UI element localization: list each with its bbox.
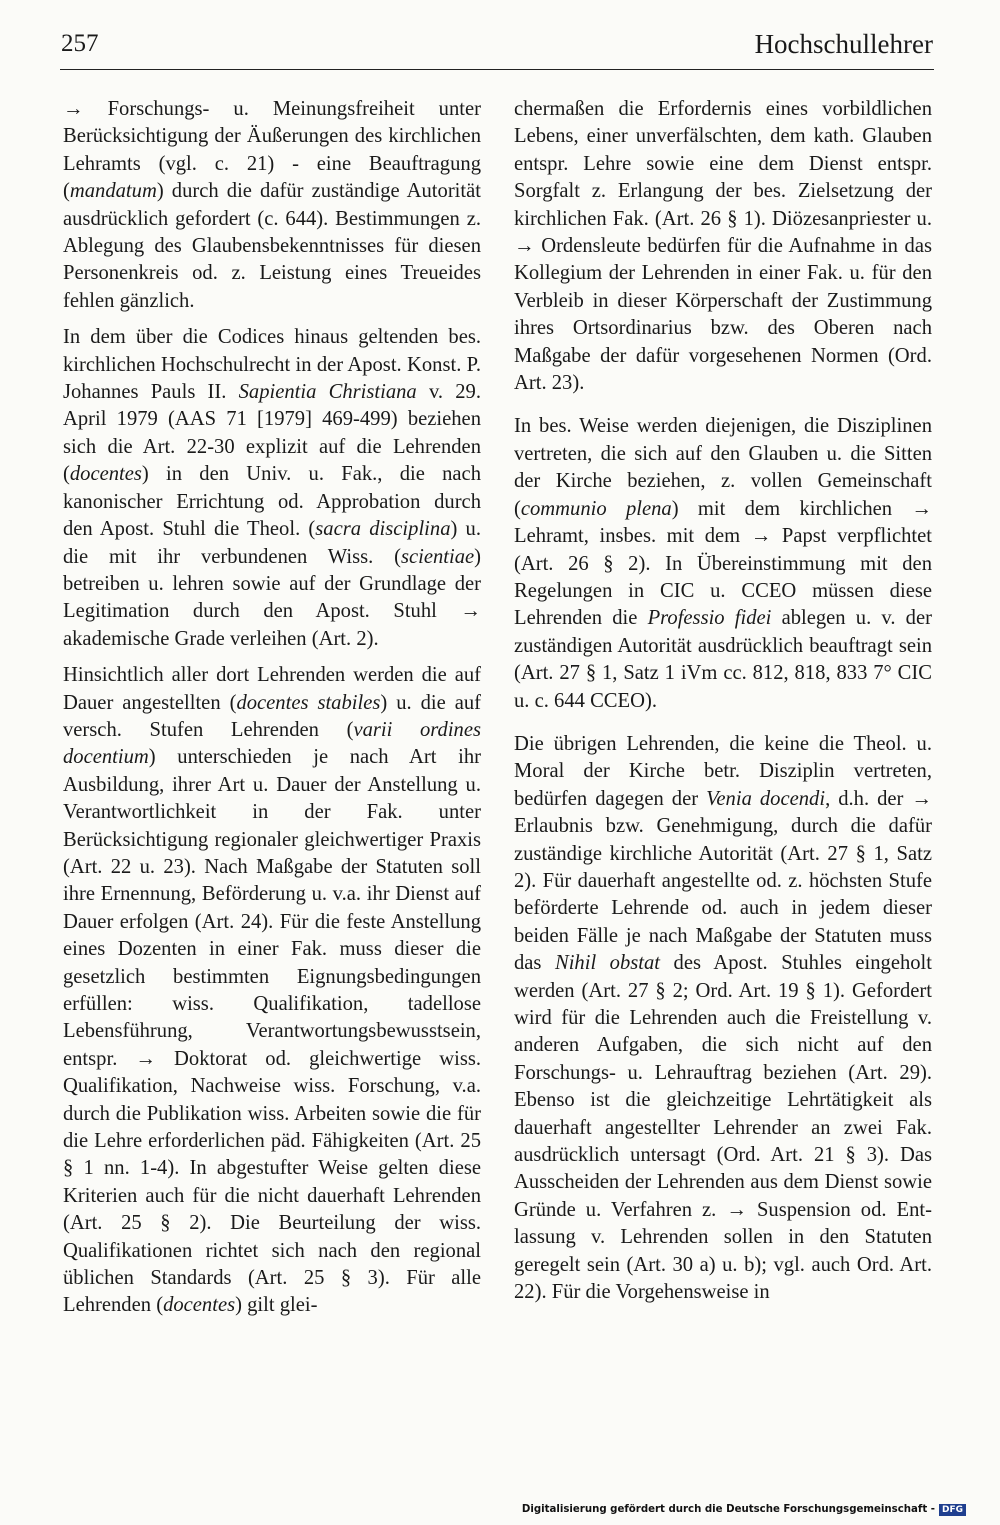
paragraph: Die übrigen Lehrenden, die keine die Theol. u. Moral der Kirche betr. Disziplin vertreten, bedürfen dagegen der Venia docendi, d.h. der → Erlaubnis bzw. Genehmigung, durch die dafür zuständige kirchliche Autorität (Art. 27 § 1, Satz 2). Für dauerhaft angestellte od. z. höchsten Stufe beförderte Lehrende od. auch in jedem dieser beiden Fälle je nach Maßgabe der Statuten muss das Nihil obstat des Apost. Stuhles eingeholt werden (Art. 27 § 2; Ord. Art. 19 § 1). Gefordert wird für die Lehrenden auch die Freistellung v. anderen Aufgaben, die sich nicht auf den Forschungs- u. Lehrauftrag beziehen (Art. 29). Ebenso ist die gleichzeitige Lehrtätigkeit als dauerhaft angestellter Lehrender an zwei Fak. ausdrücklich untersagt (Ord. Art. 21 § 3). Das Ausscheiden der Lehrenden aus dem Dienst sowie Gründe u. Verfahren z. → Suspension od. Entlassung v. Lehrenden sollen in den Statuten geregelt sein (Art. 30 a) u. b); vgl. auch Ord. Art. 22). Für die Vorgehensweise in	[514, 732, 933, 1304]
running-head: Hochschullehrer	[754, 29, 933, 59]
page-number: 257	[61, 30, 99, 57]
left-column	[63, 96, 481, 1320]
paragraph: chermaßen die Erfordernis eines vorbildlichen Lebens, einer unverfälschten, dem kath. Glauben entspr. Lehre sowie eine dem Dienst entspr. Sorgfalt z. Erlangung der bes. Zielsetzung der kirchlichen Fak. (Art. 26 § 1). Diözesanpriester u. → Ordensleute bedürfen für die Aufnahme in das Kollegium der Lehrenden in einer Fak. u. für den Verbleib in dieser Körperschaft der Zustimmung ihres Ortsordinarius bzw. des Oberen nach Maßgabe der dafür vorgesehenen Normen (Ord. Art. 23).	[514, 98, 932, 395]
paragraph: → Forschungs- u. Meinungsfreiheit unter Berücksichtigung der Äußerungen des kirchlichen Lehramts (vgl. c. 21) - eine Beauftragung (mandatum) durch die dafür zuständige Autorität ausdrücklich gefordert (c. 644). Bestimmungen z. Ablegung des Glaubensbekenntnisses für diesen Personenkreis od. z. Leistung eines Treueides fehlen gänzlich.	[63, 98, 481, 312]
footer-text: Digitalisierung gefördert durch die Deutsche Forschungsgemeinschaft -	[521, 1504, 935, 1515]
paragraph: In bes. Weise werden diejenigen, die Disziplinen vertreten, die sich auf den Glauben u. die Sitten der Kirche beziehen, z. vollen Gemeinschaft (communio plena) mit dem kirchlichen → Lehramt, insbes. mit dem → Papst verpflichtet (Art. 26 § 2). In Übereinstimmung mit den Regelungen in CIC u. CCEO müssen diese Lehrenden die Professio fidei ablegen u. v. der zuständigen Autorität ausdrücklich beauftragt sein (Art. 27 § 1, Satz 1 iVm cc. 812, 818, 833 7° CIC u. c. 644 CCEO).	[514, 415, 932, 712]
right-column	[514, 96, 932, 1306]
header-rule	[60, 69, 934, 70]
dfg-logo: DFG	[939, 1504, 966, 1516]
paragraph: In dem über die Codices hinaus geltenden bes. kirchlichen Hochschulrecht in der Apost. Konst. P. Johannes Pauls II. Sapientia Christiana v. 29. April 1979 (AAS 71 [1979] 469-499) beziehen sich die Art. 22-30 explizit auf die Lehrenden (docentes) in den Univ. u. Fak., die nach kanonischer Errichtung od. Approbation durch den Apost. Stuhl die Theol. (sacra disciplina) u. die mit ihr verbundenen Wiss. (scientiae) betreiben u. lehren sowie auf der Grundlage der Legitimation durch den Apost. Stuhl → akademische Grade verleihen (Art. 2).	[63, 326, 482, 650]
page-header	[61, 28, 933, 70]
paragraph: Hinsichtlich aller dort Lehrenden werden die auf Dauer angestellten (docentes stabiles) u. die auf versch. Stufen Lehrenden (varii ordines docentium) unterschieden je nach Art ihr Ausbildung, ihrer Art u. Dauer der Anstellung u. Verantwortlichkeit in der Fak. unter Berücksichtigung regionaler gleichwertiger Praxis (Art. 22 u. 23). Nach Maßgabe der Statuten soll ihre Ernennung, Beförderung u. v.a. ihr Dienst auf Dauer erfolgen (Art. 24). Für die feste Anstellung eines Dozenten in einer Fak. muss dieser die gesetzlich bestimmten Eignungsbedingungen erfüllen: wiss. Qualifikation, tadellose Lebensführung, Verantwortungsbewusstsein, entspr. → Doktorat od. gleichwertige wiss. Qualifikation, Nachweise wiss. Forschung, v.a. durch die Publikation wiss. Arbeiten sowie die für die Lehre erforderlichen päd. Fähigkeiten (Art. 25 § 1 nn. 1-4). In abgestufter Weise gelten diese Kriterien auch für die nicht dauerhaft Lehrenden (Art. 25 § 2). Die Beurteilung der wiss. Qualifikationen richtet sich nach den regional üblichen Standards (Art. 25 § 3). Für alle Lehrenden (docentes) gilt glei-	[63, 664, 482, 1317]
digitization-footer	[522, 1503, 966, 1517]
